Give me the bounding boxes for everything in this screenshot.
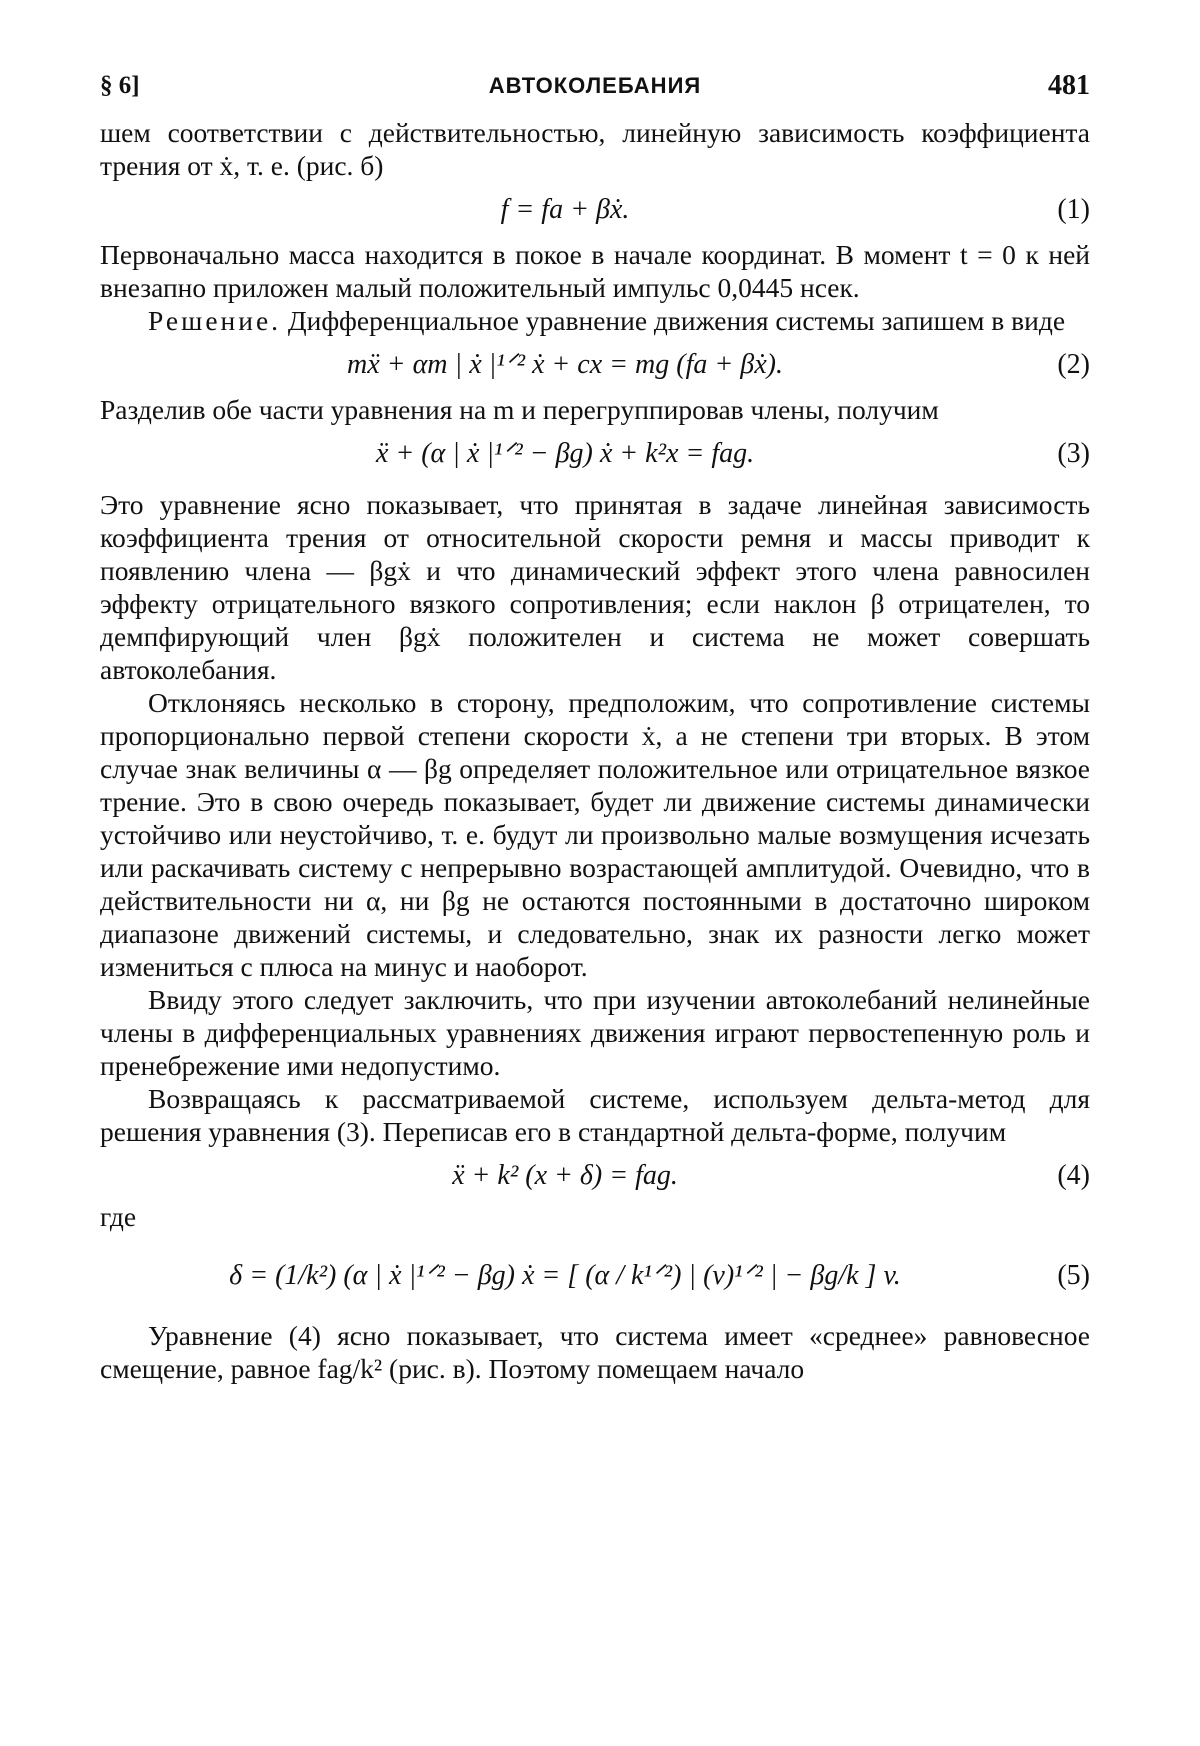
- paragraph-9: Уравнение (4) ясно показывает, что система имеет «среднее» равновесное смещение, равное fag/k² (рис. в). Поэтому помещаем начало: [100, 1320, 1090, 1384]
- paragraph-2: Первоначально масса находится в покое в начале координат. В момент t = 0 к ней внезапно приложен малый положительный импульс 0,0445 нсек.: [100, 239, 1090, 303]
- page-number: 481: [1048, 70, 1090, 101]
- equation-3-number: (3): [1057, 438, 1090, 469]
- solution-heading: Решение.: [148, 305, 282, 336]
- equation-1: [100, 182, 1090, 238]
- paragraph-3-text: Дифференциальное уравнение движения системы запишем в виде: [287, 305, 1066, 336]
- equation-4-expression: ẍ + k² (x + δ) = fag.: [452, 1160, 678, 1191]
- equation-5: [100, 1233, 1090, 1319]
- paragraph-6: Отклоняясь несколько в сторону, предположим, что сопротивление системы пропорционально первой степени скорости ẋ, а не степени три вторых. В этом случае знак величины α — βg определяет положительное или отрицательное вязкое трение. Это в свою очередь показывает, будет ли движение системы динамически устойчиво или неустойчиво, т. е. будут ли произвольно малые возмущения исчезать или раскачивать систему с непрерывно возрастающей амплитудой. Очевидно, что в действительности ни α, ни βg не остаются постоянными в достаточно широком диапазоне движений системы, и следовательно, знак их разности легко может измениться с плюса на минус и наоборот.: [100, 687, 1090, 982]
- book-page: [100, 62, 1090, 1722]
- equation-5-expression: δ = (1/k²) (α | ẋ |¹ᐟ² − βg) ẋ = [ (α / k¹ᐟ²) | (v)¹ᐟ² | − βg/k ] v.: [229, 1260, 901, 1291]
- equation-3-expression: ẍ + (α | ẋ |¹ᐟ² − βg) ẋ + k²x = fag.: [375, 438, 755, 469]
- paragraph-8: Возвращаясь к рассматриваемой системе, используем дельта-метод для решения уравнения (3). Переписав его в стандартной дельта-форме, получим: [100, 1083, 1090, 1147]
- running-head: [100, 62, 1090, 110]
- equation-1-expression: f = fa + βẋ.: [500, 194, 630, 225]
- chapter-title: АВТОКОЛЕБАНИЯ: [488, 73, 702, 98]
- equation-3: [100, 426, 1090, 482]
- equation-4-number: (4): [1057, 1160, 1090, 1191]
- where-label: где: [100, 1201, 137, 1232]
- equation-1-number: (1): [1057, 194, 1090, 225]
- paragraph-7: Ввиду этого следует заключить, что при изучении автоколебаний нелинейные члены в дифференциальных уравнениях движения играют первостепенную роль и пренебрежение ими недопустимо.: [100, 984, 1090, 1081]
- paragraph-3: [100, 304, 1090, 337]
- equation-2-number: (2): [1057, 349, 1090, 380]
- section-marker: § 6]: [100, 72, 140, 99]
- equation-4: [100, 1148, 1090, 1204]
- paragraph-4: Разделив обе части уравнения на m и перегруппировав члены, получим: [100, 394, 939, 425]
- equation-2-expression: mẍ + αm | ẋ |¹ᐟ² ẋ + cx = mg (fa + βẋ).: [347, 349, 783, 380]
- paragraph-5: Это уравнение ясно показывает, что принятая в задаче линейная зависимость коэффициента трения от относительной скорости ремня и массы приводит к появлению члена — βgẋ и что динамический эффект этого члена равносилен эффекту отрицательного вязкого сопротивления; если наклон β отрицателен, то демпфирующий член βgẋ положителен и система не может совершать автоколебания.: [100, 489, 1090, 685]
- equation-5-number: (5): [1057, 1260, 1090, 1291]
- equation-2: [100, 337, 1090, 393]
- paragraph-1: шем соответствии с действительностью, линейную зависимость коэффициента трения от ẋ, т. е. (рис. б): [100, 117, 1090, 181]
